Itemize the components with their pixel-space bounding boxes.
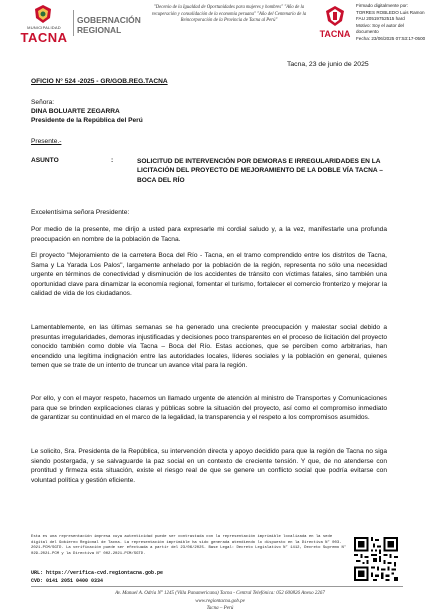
paragraph-4: Por ello, y con el mayor respeto, hacemos un llamado urgente de atención al ministro de Transportes y Comunicaciones para que se brinden explicaciones claras y públicas sobre la situación del proyecto, así como el compromiso inmediato de garantizar su continuidad en el marco de la legalidad, la transparencia y el respeto a los compromisos asumidos. bbox=[31, 395, 387, 422]
verification-code: CVD: 0141 2051 0400 0334 bbox=[31, 578, 104, 584]
paragraph-1: Por medio de la presente, me dirijo a usted para expresarle mi cordial saludo y, a la vez, manifestarle una profunda preocupación en nombre de la población de Tacna. bbox=[31, 226, 387, 243]
footer-website[interactable]: www.regiontacna.gob.pe bbox=[195, 599, 245, 604]
asunto-colon: : bbox=[111, 157, 114, 164]
footer-city: Tacna – Perú bbox=[206, 606, 234, 611]
gov-line-2: REGIONAL bbox=[77, 25, 122, 35]
letter-date: Tacna, 23 de junio de 2025 bbox=[287, 61, 369, 68]
logo-small-caption: MUNICIPALIDAD bbox=[27, 25, 61, 30]
recipient-name: DINA BOLUARTE ZEGARRA bbox=[31, 108, 120, 115]
municipal-logo bbox=[18, 4, 70, 50]
footer-address: Av. Manuel A. Odría N° 1245 (Villa Panamericana) Tacna - Central Telefónica: 052 600826 Anexo 2267 bbox=[115, 591, 325, 596]
footer-divider bbox=[31, 586, 403, 587]
crest-icon bbox=[324, 5, 346, 27]
logo-tacna-right: TACNA bbox=[319, 29, 351, 39]
recipient-block bbox=[31, 98, 143, 125]
qr-code-icon bbox=[354, 537, 398, 581]
recipient-title: Presidente de la República del Perú bbox=[31, 117, 143, 124]
salutation-label: Señora: bbox=[31, 99, 55, 106]
sig-line: documento bbox=[356, 29, 379, 34]
sig-line: TORRES ROBLEDO Luis Ramon bbox=[356, 9, 425, 15]
paragraph-5: Le solicito, Sra. Presidenta de la República, su intervención directa y apoyo decidido para que la región de Tacna no siga siendo postergada, y se salvaguarde la paz social en un contexto de creciente tensión. Y que, de no atenderse con prontitud y firmeza esta situación, existe el riesgo real de que se genere un conflicto social que podría evitarse con voluntad política y gestión eficiente. bbox=[31, 448, 387, 484]
year-slogans: "Decenio de la Igualdad de Oportunidades para mujeres y hombres" "Año de la recuperación y consolidación de la economía peruana" "Año del Centenario de la Reincorporación de la Provincia de Tacna al Perú" bbox=[151, 5, 307, 24]
greeting: Excelentísima señora Presidente: bbox=[31, 209, 130, 216]
oficio-number: OFICIO N° 524 -2025 - GR/GOB.REG.TACNA bbox=[31, 78, 168, 85]
asunto-label: ASUNTO bbox=[31, 157, 59, 164]
crest-icon bbox=[32, 4, 54, 24]
paragraph-3: Lamentablemente, en las últimas semanas se ha generado una creciente preocupación y malestar social debido a presuntas irregularidades, demoras injustificadas y decisiones poco transparentes en el proceso de licitación del proyecto conocido también como doble vía Tacna – Boca del Río. Estas acciones, que se perciben como arbitrarias, han encendido una legítima indignación entre las autoridades locales, líderes sociales y la población en general, quienes temen que se trate de un intento de truncar un avance vital para la región. bbox=[31, 324, 387, 370]
gobernacion-title bbox=[77, 15, 141, 35]
legal-notice: Esta es una representación impresa cuya autenticidad puede ser contrastada con la representación imprimible localizada en la sede digital del Gobierno Regional de Tacna. La representación imprimible ha sido generada atendiendo lo dispuesto en la Directiva N° 003-2021-PCM/SGTD. La verificación puede ser efectuada a partir del 23/06/2025. Base Legal: Decreto Legislativo N° 1412, Decreto Supremo N° 029-2021-PCM y la Directiva N° 002-2021-PCM/SGTD. bbox=[31, 535, 347, 556]
sig-line: Fecha: 23/06/2025 07:53:17-0500 bbox=[356, 35, 426, 41]
tacna-logo bbox=[318, 5, 352, 43]
digital-signature-block bbox=[356, 3, 440, 42]
header-divider bbox=[73, 10, 74, 36]
verification-url[interactable]: URL: https://verifica-cvd.regiontacna.gob.pe bbox=[31, 570, 164, 576]
presente-label: Presente.- bbox=[31, 138, 62, 145]
sig-line: Firmado digitalmente por: bbox=[356, 3, 409, 8]
asunto-text: SOLICITUD DE INTERVENCIÓN POR DEMORAS E IRREGULARIDADES EN LA LICITACIÓN DEL PROYECTO DE MEJORAMIENTO DE LA DOBLE VÍA TACNA – BOCA DEL RÍO bbox=[137, 158, 383, 184]
gov-line-1: GOBERNACIÓN bbox=[77, 15, 141, 25]
paragraph-2: El proyecto "Mejoramiento de la carretera Boca del Río - Tacna, en el tramo comprendido entre los distritos de Tacna, Sama y La Yarada Los Palos", largamente anhelado por la población de la región, representa no sólo una necesidad urgente en términos de conectividad y disminución de los accidentes de tránsito con víctimas fatales, sino también una oportunidad clave para dinamizar la economía regional, fomentar el turismo, fortalecer el comercio fronterizo y mejorar la calidad de vida de los ciudadanos. bbox=[31, 252, 387, 298]
sig-line: FAU 20519752515 hard bbox=[356, 16, 405, 21]
sig-line: Motivo: Soy el autor del bbox=[356, 22, 405, 28]
logo-tacna-text: TACNA bbox=[20, 30, 68, 45]
